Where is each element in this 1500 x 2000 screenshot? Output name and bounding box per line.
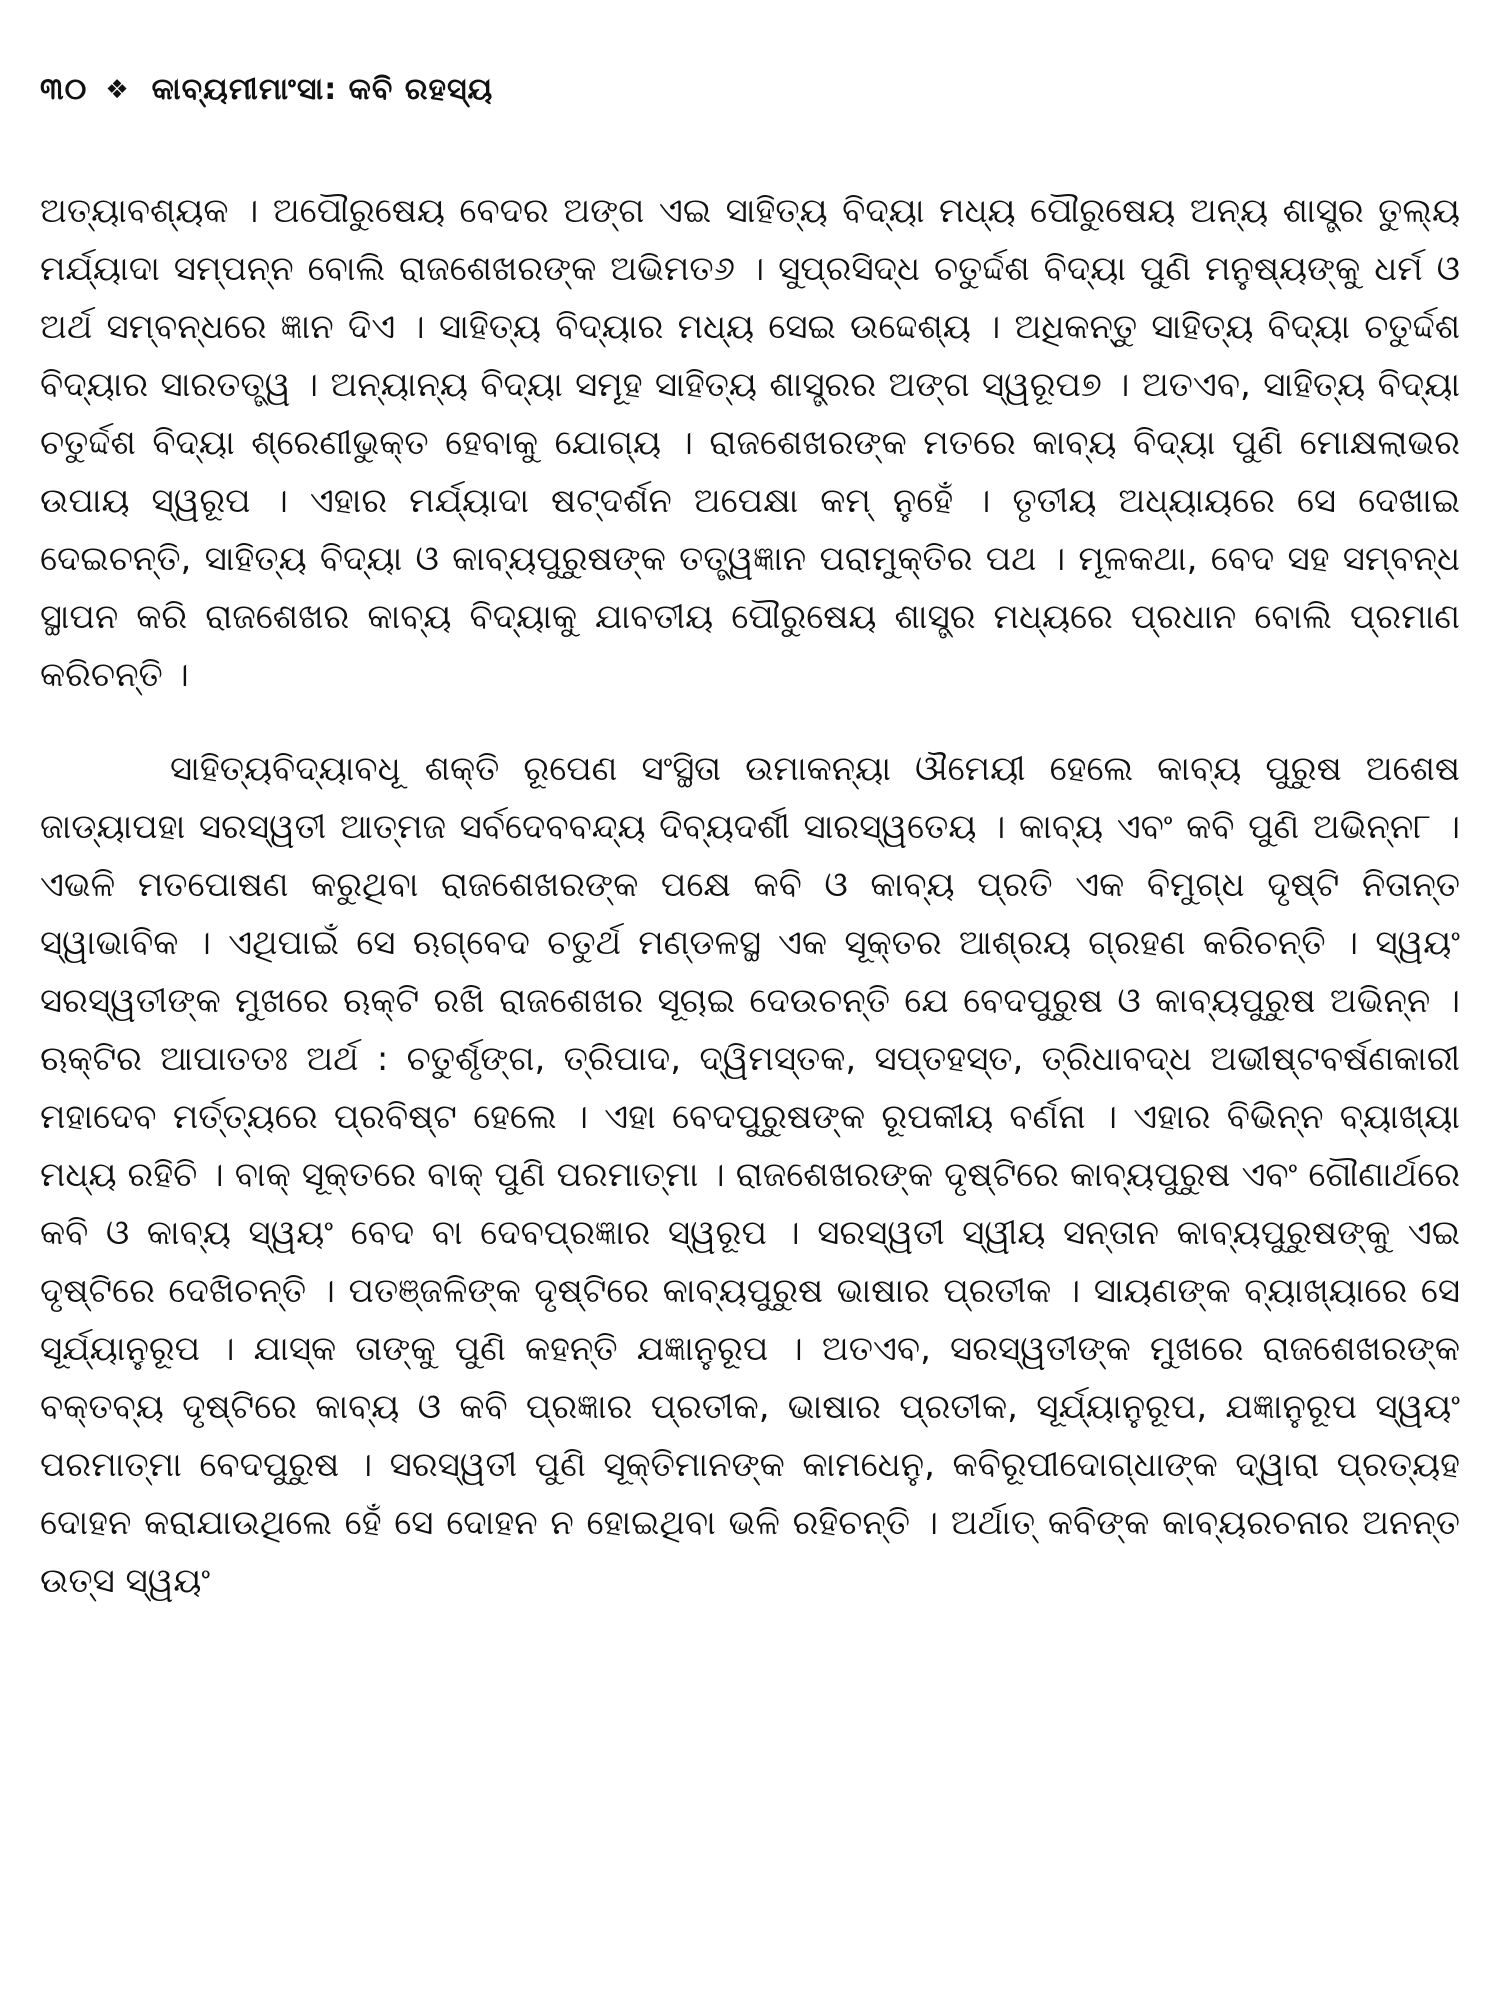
page-number: ୩୦: [40, 72, 88, 107]
paragraph-1: ଅତ୍ୟାବଶ୍ୟକ । ଅପୌରୁଷେୟ ବେଦର ଅଙ୍ଗ ଏଇ ସାହିତ୍ୟ ବିଦ୍ୟା ମଧ୍ୟ ପୌରୁଷେୟ ଅନ୍ୟ ଶାସ୍ତ୍ର ତୁଲ୍ୟ ମର୍ଯ୍ୟାଦା ସମ୍ପନ୍ନ ବୋଲି ରାଜଶେଖରଙ୍କ ଅଭିମତ୬ । ସୁପ୍ରସିଦ୍ଧ ଚତୁର୍ଦ୍ଦଶ ବିଦ୍ୟା ପୁଣି ମନୁଷ୍ୟଙ୍କୁ ଧର୍ମ ଓ ଅର୍ଥ ସମ୍ବନ୍ଧରେ ଜ୍ଞାନ ଦିଏ । ସାହିତ୍ୟ ବିଦ୍ୟାର ମଧ୍ୟ ସେଇ ଉଦ୍ଦେଶ୍ୟ । ଅଧିକନ୍ତୁ ସାହିତ୍ୟ ବିଦ୍ୟା ଚତୁର୍ଦ୍ଦଶ ବିଦ୍ୟାର ସାରତତ୍ତ୍ୱ । ଅନ୍ୟାନ୍ୟ ବିଦ୍ୟା ସମୂହ ସାହିତ୍ୟ ଶାସ୍ତ୍ରର ଅଙ୍ଗ ସ୍ୱରୂପ୭ । ଅତଏବ, ସାହିତ୍ୟ ବିଦ୍ୟା ଚତୁର୍ଦ୍ଦଶ ବିଦ୍ୟା ଶ୍ରେଣୀଭୁକ୍ତ ହେବାକୁ ଯୋଗ୍ୟ । ରାଜଶେଖରଙ୍କ ମତରେ କାବ୍ୟ ବିଦ୍ୟା ପୁଣି ମୋକ୍ଷଲାଭର ଉପାୟ ସ୍ୱରୂପ । ଏହାର ମର୍ଯ୍ୟାଦା ଷଟ୍‌ଦର୍ଶନ ଅପେକ୍ଷା କମ୍ ନୁହେଁ । ତୃତୀୟ ଅଧ୍ୟାୟରେ ସେ ଦେଖାଇ ଦେଇଚନ୍ତି, ସାହିତ୍ୟ ବିଦ୍ୟା ଓ କାବ୍ୟପୁରୁଷଙ୍କ ତତ୍ତ୍ୱଜ୍ଞାନ ପରାମୁକ୍ତିର ପଥ । ମୂଳକଥା, ବେଦ ସହ ସମ୍ବନ୍ଧ ସ୍ଥାପନ କରି ରାଜଶେଖର କାବ୍ୟ ବିଦ୍ୟାକୁ ଯାବତୀୟ ପୌରୁଷେୟ ଶାସ୍ତ୍ର ମଧ୍ୟରେ ପ୍ରଧାନ ବୋଲି ପ୍ରମାଣ କରିଚନ୍ତି ।: [40, 191, 1460, 695]
running-title: କାବ୍ୟମୀମାଂସା: କବି ରହସ୍ୟ: [151, 72, 494, 107]
paragraph-2: ସାହିତ୍ୟବିଦ୍ୟାବଧୂ ଶକ୍ତି ରୂପେଣ ସଂସ୍ଥିତା ଉମାକନ୍ୟା ଔମେୟୀ ହେଲେ କାବ୍ୟ ପୁରୁଷ ଅଶେଷ ଜାଡ୍ୟାପହା ସରସ୍ୱତୀ ଆତ୍ମଜ ସର୍ବଦେବବନ୍ଦ୍ୟ ଦିବ୍ୟଦର୍ଶୀ ସାରସ୍ୱତେୟ । କାବ୍ୟ ଏବଂ କବି ପୁଣି ଅଭିନ୍ନ୮ । ଏଭଳି ମତପୋଷଣ କରୁଥିବା ରାଜଶେଖରଙ୍କ ପକ୍ଷେ କବି ଓ କାବ୍ୟ ପ୍ରତି ଏକ ବିମୁଗ୍ଧ ଦୃଷ୍ଟି ନିତାନ୍ତ ସ୍ୱାଭାବିକ । ଏଥିପାଇଁ ସେ ଋଗ୍‌ବେଦ ଚତୁର୍ଥ ମଣ୍ଡଳସ୍ଥ ଏକ ସୂକ୍ତର ଆଶ୍ରୟ ଗ୍ରହଣ କରିଚନ୍ତି । ସ୍ୱୟଂ ସରସ୍ୱତୀଙ୍କ ମୁଖରେ ଋକ୍‌ଟି ରଖି ରାଜଶେଖର ସୂଚାଇ ଦେଉଚନ୍ତି ଯେ ବେଦପୁରୁଷ ଓ କାବ୍ୟପୁରୁଷ ଅଭିନ୍ନ । ଋକ୍‌ଟିର ଆପାତତଃ ଅର୍ଥ : ଚତୁର୍ଶୃଙ୍ଗ, ତ୍ରିପାଦ, ଦ୍ୱିମସ୍ତକ, ସପ୍ତହସ୍ତ, ତ୍ରିଧାବଦ୍ଧ ଅଭୀଷ୍ଟବର୍ଷଣକାରୀ ମହାଦେବ ମର୍ତ୍ତ୍ୟରେ ପ୍ରବିଷ୍ଟ ହେଲେ । ଏହା ବେଦପୁରୁଷଙ୍କ ରୂପକୀୟ ବର୍ଣନା । ଏହାର ବିଭିନ୍ନ ବ୍ୟାଖ୍ୟା ମଧ୍ୟ ରହିଚି । ବାକ୍ ସୂକ୍ତରେ ବାକ୍ ପୁଣି ପରମାତ୍ମା । ରାଜଶେଖରଙ୍କ ଦୃଷ୍ଟିରେ କାବ୍ୟପୁରୁଷ ଏବଂ ଗୌଣାର୍ଥରେ କବି ଓ କାବ୍ୟ ସ୍ୱୟଂ ବେଦ ବା ଦେବପ୍ରଜ୍ଞାର ସ୍ୱରୂପ । ସରସ୍ୱତୀ ସ୍ୱୀୟ ସନ୍ତାନ କାବ୍ୟପୁରୁଷଙ୍କୁ ଏଇ ଦୃଷ୍ଟିରେ ଦେଖିଚନ୍ତି । ପତଞ୍ଜଳିଙ୍କ ଦୃଷ୍ଟିରେ କାବ୍ୟପୁରୁଷ ଭାଷାର ପ୍ରତୀକ । ସାୟଣଙ୍କ ବ୍ୟାଖ୍ୟାରେ ସେ ସୂର୍ଯ୍ୟାନୁରୂପ । ଯାସ୍କ ତାଙ୍କୁ ପୁଣି କହନ୍ତି ଯଜ୍ଞାନୁରୂପ । ଅତଏବ, ସରସ୍ୱତୀଙ୍କ ମୁଖରେ ରାଜଶେଖରଙ୍କ ବକ୍ତବ୍ୟ ଦୃଷ୍ଟିରେ କାବ୍ୟ ଓ କବି ପ୍ରଜ୍ଞାର ପ୍ରତୀକ, ଭାଷାର ପ୍ରତୀକ, ସୂର୍ଯ୍ୟାନୁରୂପ, ଯଜ୍ଞାନୁରୂପ ସ୍ୱୟଂ ପରମାତ୍ମା ବେଦପୁରୁଷ । ସରସ୍ୱତୀ ପୁଣି ସୂକ୍ତିମାନଙ୍କ କାମଧେନୁ, କବିରୂପୀଦୋଗ୍‌ଧାଙ୍କ ଦ୍ୱାରା ପ୍ରତ୍ୟହ ଦୋହନ କରାଯାଉଥିଲେ ହେଁ ସେ ଦୋହନ ନ ହୋଇଥିବା ଭଳି ରହିଚନ୍ତି । ଅର୍ଥାତ୍ କବିଙ୍କ କାବ୍ୟରଚନାର ଅନନ୍ତ ଉତ୍ସ ସ୍ୱୟଂ: [40, 749, 1460, 1601]
running-header: [40, 72, 493, 107]
ornament-icon: ❖: [105, 74, 130, 105]
body-text: [40, 182, 1460, 1610]
